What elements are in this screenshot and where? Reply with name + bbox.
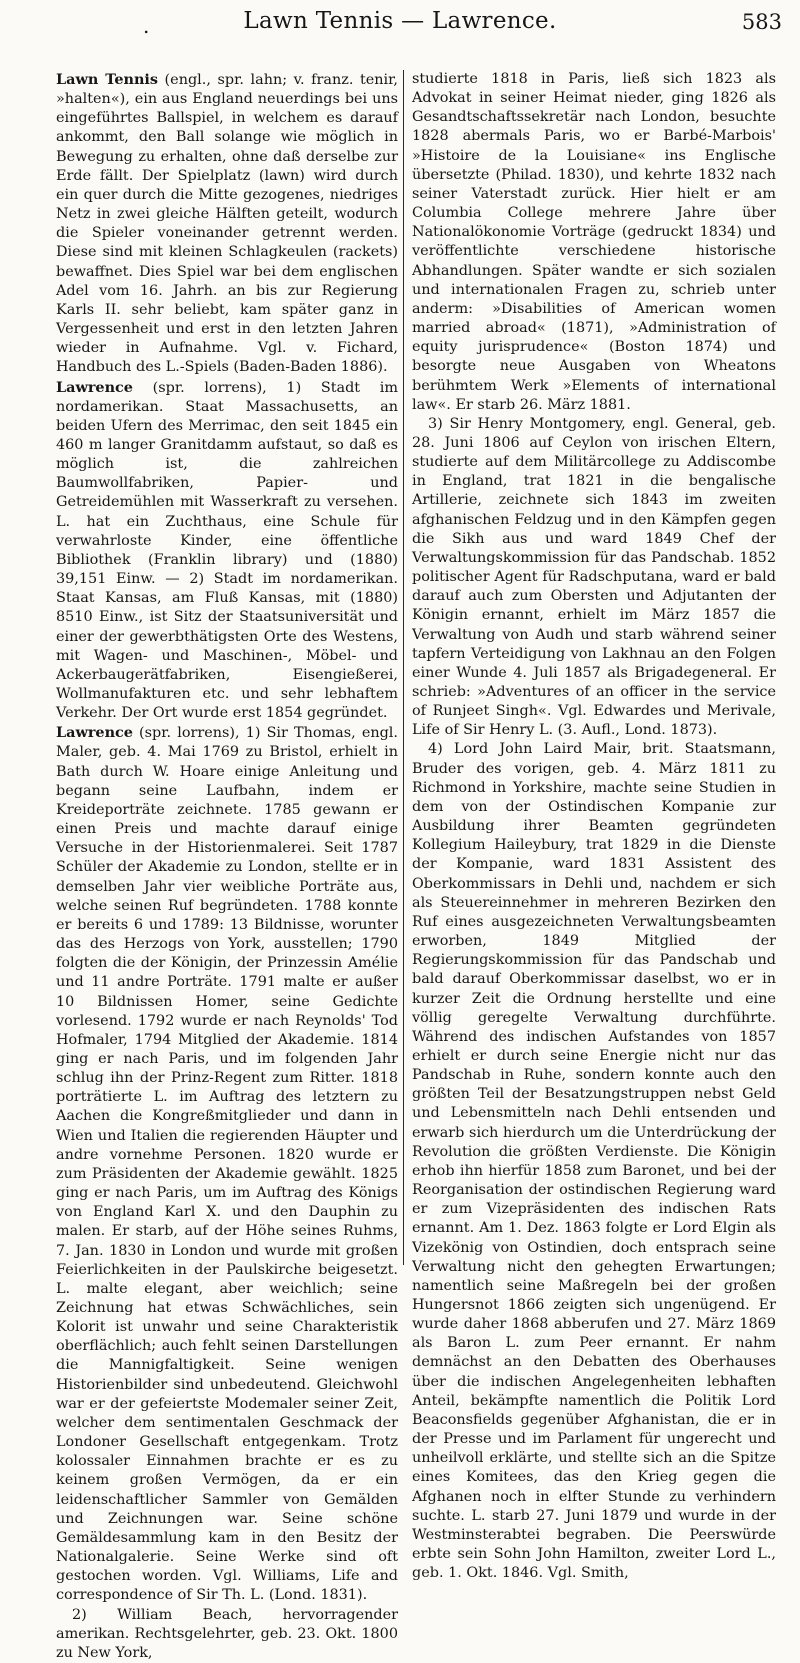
- entry-text: (engl., spr. lahn; v. franz. tenir, »halten«), ein aus England neuerdings bei uns eingeführtes Ballspiel, in welchem es darauf ankommt, den Ball solange wie möglich in Bewegung zu erhalten, ohne daß derselbe zur Erde fällt. Der Spielplatz (lawn) wird durch ein quer durch die Mitte gezogenes, niedriges Netz in zwei gleiche Hälften geteilt, wodurch die Spieler voneinander getrennt werden. Diese sind mit kleinen Schlagkeulen (rackets) bewaffnet. Dies Spiel war bei dem englischen Adel vom 16. Jahrh. an bis zur Regierung Karls II. sehr beliebt, kam später ganz in Vergessenheit und erst in den letzten Jahren wieder in Aufnahme. Vgl. v. Fichard, Handbuch des L.-Spiels (Baden-Baden 1886).: [56, 72, 398, 376]
- entry-lawrence-person: [56, 723, 398, 1605]
- header-dot: .: [143, 14, 150, 38]
- entry-text: (spr. lorrens), 1) Stadt im nordamerikan. Staat Massachusetts, an beiden Ufern des Merrimac, den seit 1845 ein 460 m langer Granitdamm aufstaut, so daß es möglich ist, die zahlreichen Baumwollfabriken, Papier- und Getreidemühlen mit Wasserkraft zu versehen. L. hat ein Zuchthaus, eine Schule für verwahrloste Kinder, eine öffentliche Bibliothek (Franklin library) und (1880) 39,151 Einw. — 2) Stadt im nordamerikan. Staat Kansas, am Fluß Kansas, mit (1880) 8510 Einw., ist Sitz der Staatsuniversität und einer der gewerbthätigsten Orte des Westens, mit Wagen- und Maschinen-, Möbel- und Ackerbaugerätfabriken, Eisengießerei, Wollmanufakturen etc. und sehr lebhaftem Verkehr. Der Ort wurde erst 1854 gegründet.: [56, 379, 398, 722]
- entry-headword: Lawrence: [56, 378, 133, 396]
- page-header: [0, 6, 800, 40]
- entry-text: 3) Sir Henry Montgomery, engl. General, geb. 28. Juni 1806 auf Ceylon von irischen Eltern, studierte auf dem Militärcollege zu Addiscombe in England, trat 1821 in die bengalische Artillerie, zeichnete sich 1843 im zweiten afghanischen Feldzug und in den Kämpfen gegen die Sikh aus und ward 1849 Chef der Verwaltungskommission für das Pandschab. 1852 politischer Agent für Radschputana, ward er bald darauf auch zum Obersten und Adjutanten der Königin ernannt, erhielt im März 1857 die Verwaltung von Audh und starb während seiner tapfern Verteidigung von Lakhnau an den Folgen einer Wunde 4. Juli 1857 als Brigadegeneral. Er schrieb: »Adventures of an officer in the service of Runjeet Singh«. Vgl. Edwardes und Merivale, Life of Sir Henry L. (3. Aufl., Lond. 1873).: [412, 415, 776, 739]
- entry-headword: Lawn Tennis: [56, 71, 158, 88]
- page-number: 583: [741, 10, 782, 34]
- running-title: Lawn Tennis — Lawrence.: [243, 8, 557, 34]
- entry-text: 2) William Beach, hervorragender amerikan. Rechtsgelehrter, geb. 23. Okt. 1800 zu New York,: [56, 1606, 398, 1661]
- entry-text: 4) Lord John Laird Mair, brit. Staatsmann, Bruder des vorigen, geb. 4. März 1811 zu Richmond in Yorkshire, machte seine Studien in dem von der Ostindischen Kompanie zur Ausbildung ihrer Beamten gegründeten Kollegium Haileybury, trat 1829 in die Dienste der Kompanie, ward 1831 Assistent des Oberkommissars in Dehli und, nachdem er sich als Steuereinnehmer in mehreren Bezirken den Ruf eines ausgezeichneten Verwaltungsbeamten erworben, 1849 Mitglied der Regierungskommission für das Pandschab und bald darauf Oberkommissar daselbst, wo er in kurzer Zeit die Ordnung herstellte und eine völlig geregelte Verwaltung durchführte. Während des indischen Aufstandes von 1857 erhielt er durch seine Energie nicht nur das Pandschab in Ruhe, sondern konnte auch den größten Teil der Besatzungstruppen nebst Geld und Lebensmitteln nach Dehli entsenden und erwarb sich hierdurch um die Unterdrückung der Revolution die größten Verdienste. Die Königin erhob ihn hierfür 1858 zum Baronet, und bei der Reorganisation der ostindischen Regierung ward er zum Vizepräsidenten des indischen Rats ernannt. Am 1. Dez. 1863 folgte er Lord Elgin als Vizekönig von Ostindien, doch entsprach seine Verwaltung nicht den gehegten Erwartungen; namentlich seine Maßregeln bei der großen Hungersnot 1866 zeigten sich ungenügend. Er wurde daher 1868 abberufen und 27. März 1869 als Baron L. zum Peer ernannt. Er nahm demnächst an den Debatten des Oberhauses über die indischen Angelegenheiten lebhaften Anteil, bekämpfte namentlich die Politik Lord Beaconsfields gegenüber Afghanistan, die er in der Presse und im Parlament für ungerecht und unheilvoll erklärte, und stellte sich an die Spitze eines Komitees, das den Krieg gegen die Afghanen noch in elfter Stunde zu verhindern suchte. L. starb 27. Juni 1879 und wurde in der Westminsterabtei begraben. Die Peerswürde erbte sein Sohn John Hamilton, zweiter Lord L., geb. 1. Okt. 1846. Vgl. Smith,: [412, 741, 776, 1582]
- entry-subitem: [56, 1606, 398, 1663]
- entry-text: studierte 1818 in Paris, ließ sich 1823 als Advokat in seiner Heimat nieder, ging 1826 als Gesandtschaftssekretär nach London, besuchte 1828 abermals Paris, wo er Barbé-Marbois' »Histoire de la Louisiane« ins Englische übersetzte (Philad. 1830), und kehrte 1832 nach seiner Vaterstadt zurück. Hier hielt er am Columbia College mehrere Jahre über Nationalökonomie Vorträge (gedruckt 1834) und veröffentlichte verschiedene historische Abhandlungen. Später wandte er sich sozialen und internationalen Fragen zu, schrieb unter anderm: »Disabilities of American women married abroad« (1871), »Administration of equity jurisprudence« (Boston 1874) und besorgte neue Ausgaben von Wheatons berühmtem Werk »Elements of international law«. Er starb 26. März 1881.: [412, 71, 776, 413]
- entry-subitem: [412, 740, 776, 1583]
- entry-continuation: [412, 70, 776, 415]
- entry-headword: Lawrence: [56, 724, 133, 742]
- entry-lawn-tennis: [56, 70, 398, 378]
- entry-lawrence-city: [56, 378, 398, 724]
- right-column: [412, 70, 776, 1582]
- column-divider: [403, 70, 404, 1265]
- entry-subitem: [412, 415, 776, 741]
- left-column: [56, 70, 398, 1661]
- entry-text: (spr. lorrens), 1) Sir Thomas, engl. Maler, geb. 4. Mai 1769 zu Bristol, erhielt in Bath durch W. Hoare einige Anleitung und begann seine Laufbahn, indem er Kreideporträte zeichnete. 1785 gewann er einen Preis und machte darauf einige Versuche in der Historienmalerei. Seit 1787 Schüler der Akademie zu London, stellte er in demselben Jahr vier weibliche Porträte aus, welche seinen Ruf begründeten. 1788 konnte er bereits 6 und 1789: 13 Bildnisse, worunter das des Herzogs von York, ausstellen; 1790 folgten die der Königin, der Prinzessin Amélie und 11 andre Porträte. 1791 malte er außer 10 Bildnissen Homer, seine Gedichte vorlesend. 1792 wurde er nach Reynolds' Tod Hofmaler, 1794 Mitglied der Akademie. 1814 ging er nach Paris, und im folgenden Jahr schlug ihn der Prinz-Regent zum Ritter. 1818 porträtierte L. im Auftrag des letztern zu Aachen die Kongreßmitglieder und dann in Wien und Italien die regierenden Häupter und andre vornehme Personen. 1820 wurde er zum Präsidenten der Akademie gewählt. 1825 ging er nach Paris, um im Auftrag des Königs von England Karl X. und den Dauphin zu malen. Er starb, auf der Höhe seines Ruhms, 7. Jan. 1830 in London und wurde mit großen Feierlichkeiten in der Paulskirche beigesetzt. L. malte elegant, aber weichlich; seine Zeichnung hat etwas Schwächliches, sein Kolorit ist unwahr und seine Charakteristik oberflächlich; auch fehlt seinen Darstellungen die Mannigfaltigkeit. Seine wenigen Historienbilder sind unbedeutend. Gleichwohl war er der gefeiertste Modemaler seiner Zeit, welcher dem sentimentalen Geschmack der Londoner Gesellschaft entgegenkam. Trotz kolossaler Einnahmen brachte er es zu keinem großen Vermögen, da er ein leidenschaftlicher Sammler von Gemälden und Zeichnungen war. Seine schöne Gemäldesammlung kam in den Besitz der Nationalgalerie. Seine Werke sind oft gestochen worden. Vgl. Williams, Life and correspondence of Sir Th. L. (Lond. 1831).: [56, 725, 398, 1604]
